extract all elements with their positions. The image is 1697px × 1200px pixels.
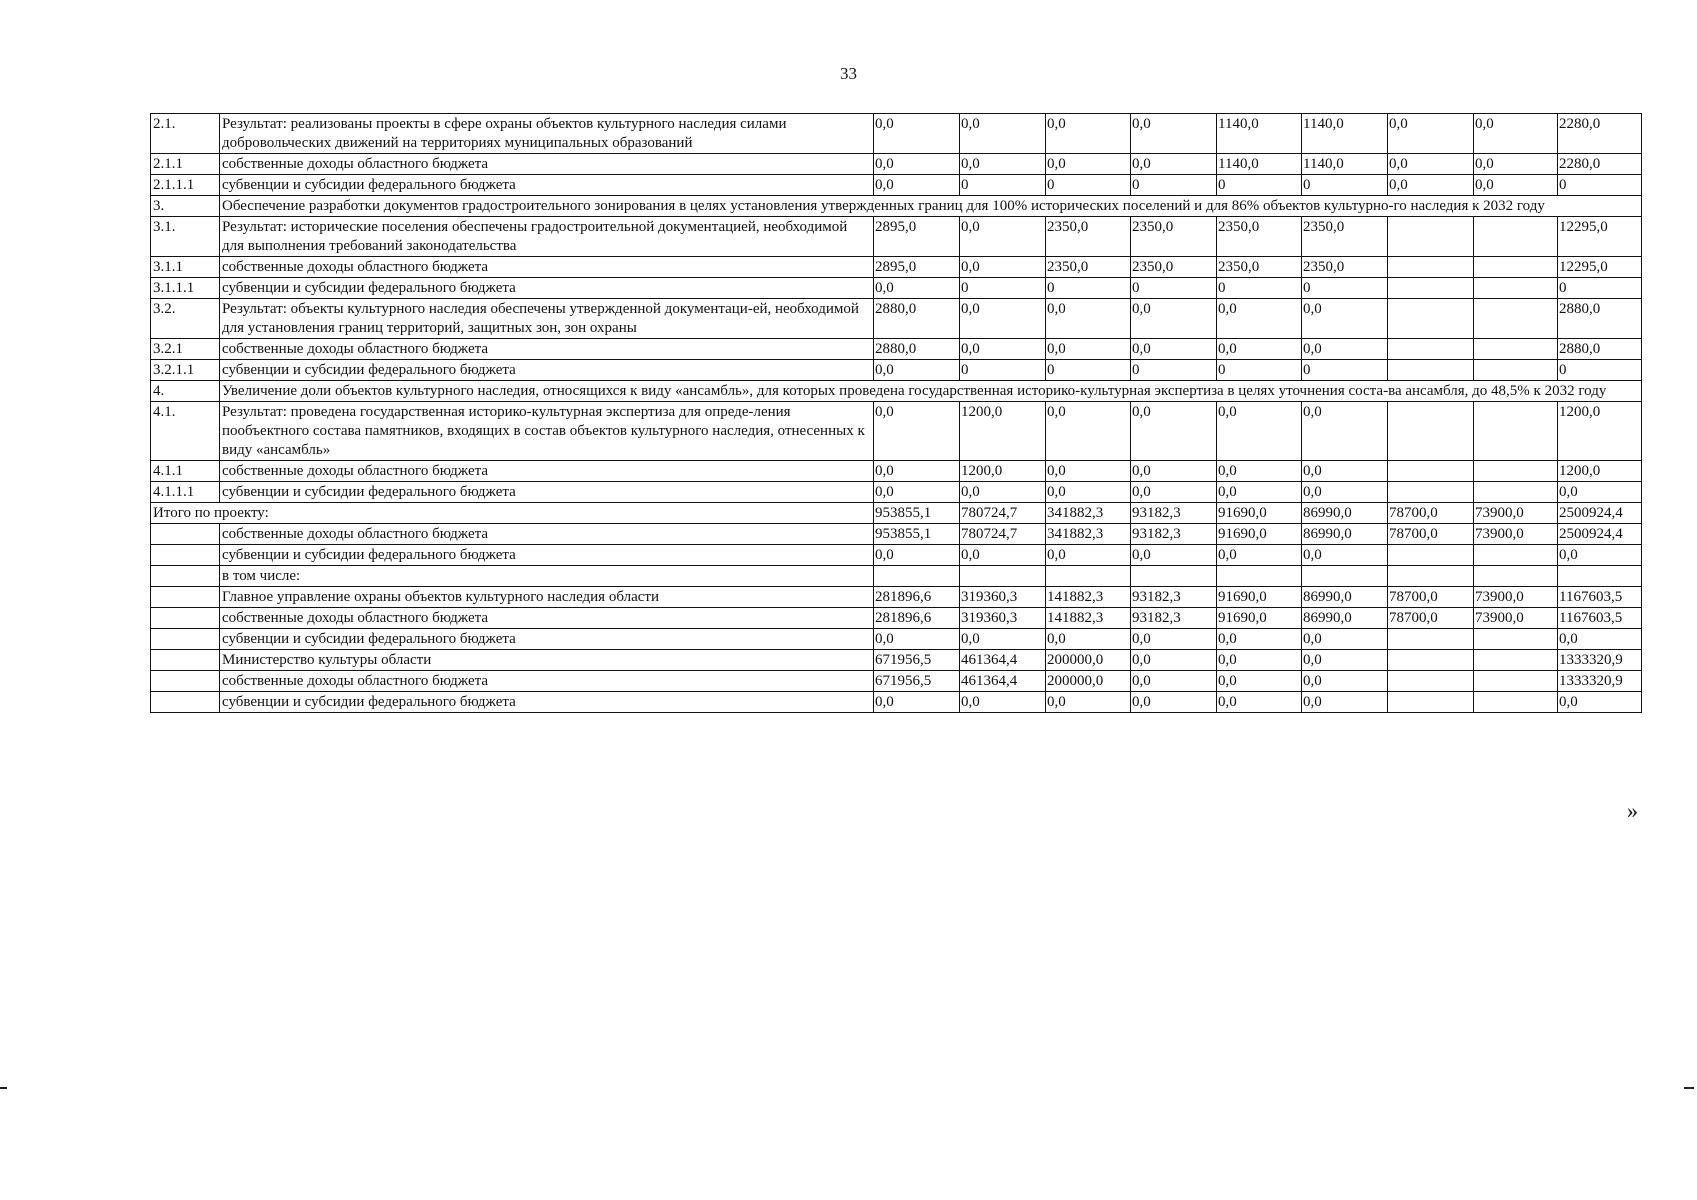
value-cell (1474, 402, 1558, 461)
value-cell: 0,0 (1046, 299, 1131, 339)
row-description-cell: субвенции и субсидии федерального бюджета (220, 482, 874, 503)
value-cell (1474, 461, 1558, 482)
table-row (151, 402, 1642, 461)
value-cell: 2880,0 (1558, 339, 1642, 360)
value-cell: 0,0 (1558, 545, 1642, 566)
value-cell: 0,0 (874, 461, 960, 482)
value-cell (1388, 257, 1474, 278)
value-cell: 671956,5 (874, 650, 960, 671)
value-cell (1474, 545, 1558, 566)
value-cell: 0,0 (1131, 650, 1217, 671)
value-cell: 0,0 (1131, 482, 1217, 503)
value-cell: 2350,0 (1131, 257, 1217, 278)
budget-table (150, 113, 1642, 713)
value-cell: 0 (1302, 278, 1388, 299)
value-cell: 73900,0 (1474, 587, 1558, 608)
value-cell: 0,0 (1131, 461, 1217, 482)
value-cell (1388, 217, 1474, 257)
value-cell: 2895,0 (874, 257, 960, 278)
value-cell (1474, 650, 1558, 671)
value-cell: 0,0 (1558, 629, 1642, 650)
value-cell: 0,0 (1302, 629, 1388, 650)
section-description-cell: Обеспечение разработки документов градостроительного зонирования в целях установления утвержденных границ для 100% исторических поселений и для 86% объектов культурно-го наследия к 2032 году (220, 196, 1642, 217)
value-cell: 2350,0 (1046, 217, 1131, 257)
total-label-cell: Итого по проекту: (151, 503, 874, 524)
table-row (151, 545, 1642, 566)
value-cell: 200000,0 (1046, 671, 1131, 692)
value-cell: 0,0 (1388, 175, 1474, 196)
row-description-cell: субвенции и субсидии федерального бюджета (220, 629, 874, 650)
value-cell: 0,0 (1131, 692, 1217, 713)
value-cell: 0,0 (1217, 402, 1302, 461)
value-cell: 0,0 (874, 114, 960, 154)
value-cell (1388, 299, 1474, 339)
value-cell: 2350,0 (1302, 217, 1388, 257)
value-cell: 2350,0 (1046, 257, 1131, 278)
table-row (151, 629, 1642, 650)
table-row (151, 154, 1642, 175)
value-cell: 93182,3 (1131, 503, 1217, 524)
value-cell: 953855,1 (874, 524, 960, 545)
value-cell: 281896,6 (874, 587, 960, 608)
page-number: 33 (840, 64, 857, 83)
table-row (151, 482, 1642, 503)
value-cell (1388, 482, 1474, 503)
value-cell: 0 (1131, 175, 1217, 196)
value-cell: 78700,0 (1388, 503, 1474, 524)
row-description-cell: Результат: реализованы проекты в сфере охраны объектов культурного наследия силами добровольческих движений на территориях муниципальных образований (220, 114, 874, 154)
value-cell: 1200,0 (1558, 461, 1642, 482)
value-cell: 91690,0 (1217, 524, 1302, 545)
table-row (151, 278, 1642, 299)
value-cell (1388, 671, 1474, 692)
value-cell: 0,0 (1131, 154, 1217, 175)
value-cell: 0,0 (1217, 461, 1302, 482)
table-row (151, 360, 1642, 381)
value-cell: 2880,0 (874, 299, 960, 339)
value-cell: 0,0 (1046, 114, 1131, 154)
table-row (151, 671, 1642, 692)
value-cell (1131, 566, 1217, 587)
section-row (151, 381, 1642, 402)
value-cell: 0,0 (1217, 482, 1302, 503)
value-cell: 2350,0 (1302, 257, 1388, 278)
value-cell (1474, 629, 1558, 650)
value-cell: 0,0 (874, 482, 960, 503)
row-id-cell: 4.1.1 (151, 461, 220, 482)
value-cell: 953855,1 (874, 503, 960, 524)
value-cell: 0,0 (874, 278, 960, 299)
value-cell: 1140,0 (1302, 154, 1388, 175)
value-cell: 0,0 (874, 175, 960, 196)
row-description-cell: субвенции и субсидии федерального бюджета (220, 545, 874, 566)
value-cell: 2280,0 (1558, 114, 1642, 154)
value-cell: 0,0 (874, 402, 960, 461)
value-cell: 0,0 (1302, 339, 1388, 360)
value-cell (1388, 402, 1474, 461)
value-cell: 1140,0 (1217, 154, 1302, 175)
value-cell: 0,0 (960, 339, 1046, 360)
value-cell: 1140,0 (1217, 114, 1302, 154)
value-cell: 1333320,9 (1558, 671, 1642, 692)
value-cell: 0 (1558, 360, 1642, 381)
value-cell (1388, 545, 1474, 566)
table-row (151, 608, 1642, 629)
row-description-cell: субвенции и субсидии федерального бюджета (220, 278, 874, 299)
value-cell: 0,0 (1474, 154, 1558, 175)
value-cell: 1200,0 (1558, 402, 1642, 461)
row-id-cell: 3.1.1 (151, 257, 220, 278)
value-cell: 0,0 (1217, 545, 1302, 566)
value-cell (1388, 629, 1474, 650)
value-cell (1388, 692, 1474, 713)
value-cell: 73900,0 (1474, 503, 1558, 524)
value-cell (1388, 339, 1474, 360)
value-cell: 0,0 (960, 629, 1046, 650)
value-cell: 0,0 (960, 257, 1046, 278)
value-cell: 780724,7 (960, 503, 1046, 524)
value-cell: 2895,0 (874, 217, 960, 257)
row-id-cell (151, 524, 220, 545)
row-description-cell: субвенции и субсидии федерального бюджета (220, 692, 874, 713)
row-description-cell: Главное управление охраны объектов культурного наследия области (220, 587, 874, 608)
value-cell (1388, 360, 1474, 381)
total-row (151, 503, 1642, 524)
value-cell: 0,0 (874, 154, 960, 175)
value-cell: 0 (1046, 360, 1131, 381)
table-body (151, 114, 1642, 713)
value-cell: 0,0 (1131, 671, 1217, 692)
value-cell: 0,0 (1046, 339, 1131, 360)
row-id-cell: 4.1.1.1 (151, 482, 220, 503)
value-cell (1474, 692, 1558, 713)
value-cell: 0,0 (1302, 461, 1388, 482)
value-cell: 0,0 (960, 692, 1046, 713)
value-cell: 0,0 (1217, 339, 1302, 360)
value-cell (1474, 278, 1558, 299)
value-cell: 0,0 (1217, 629, 1302, 650)
row-id-cell: 2.1.1 (151, 154, 220, 175)
table-row (151, 461, 1642, 482)
row-description-cell: в том числе: (220, 566, 874, 587)
value-cell: 0,0 (1046, 629, 1131, 650)
row-description-cell: собственные доходы областного бюджета (220, 461, 874, 482)
value-cell: 319360,3 (960, 608, 1046, 629)
value-cell: 0,0 (874, 545, 960, 566)
value-cell: 0,0 (1046, 692, 1131, 713)
row-description-cell: Министерство культуры области (220, 650, 874, 671)
value-cell: 0 (1131, 278, 1217, 299)
value-cell (874, 566, 960, 587)
value-cell: 0,0 (1302, 671, 1388, 692)
row-id-cell: 2.1.1.1 (151, 175, 220, 196)
value-cell: 319360,3 (960, 587, 1046, 608)
row-description-cell: Результат: исторические поселения обеспечены градостроительной документацией, необходимой для выполнения требований законодательства (220, 217, 874, 257)
value-cell: 2350,0 (1217, 257, 1302, 278)
value-cell: 0,0 (874, 629, 960, 650)
value-cell: 1167603,5 (1558, 587, 1642, 608)
row-description-cell: Результат: объекты культурного наследия обеспечены утвержденной документаци-ей, необходимой для установления границ территорий, защитных зон, зон охраны (220, 299, 874, 339)
value-cell: 73900,0 (1474, 524, 1558, 545)
row-description-cell: собственные доходы областного бюджета (220, 154, 874, 175)
row-id-cell (151, 608, 220, 629)
table-row (151, 114, 1642, 154)
value-cell: 0,0 (1046, 482, 1131, 503)
value-cell: 91690,0 (1217, 608, 1302, 629)
table-row (151, 692, 1642, 713)
value-cell: 0,0 (1302, 692, 1388, 713)
value-cell: 0,0 (1131, 299, 1217, 339)
value-cell: 0 (960, 175, 1046, 196)
row-id-cell (151, 545, 220, 566)
value-cell: 0,0 (1046, 154, 1131, 175)
value-cell: 86990,0 (1302, 587, 1388, 608)
value-cell: 0 (1217, 175, 1302, 196)
value-cell: 0 (1302, 360, 1388, 381)
value-cell: 86990,0 (1302, 608, 1388, 629)
value-cell: 0 (1302, 175, 1388, 196)
value-cell: 0 (1046, 175, 1131, 196)
row-description-cell: собственные доходы областного бюджета (220, 339, 874, 360)
row-id-cell (151, 587, 220, 608)
value-cell: 12295,0 (1558, 217, 1642, 257)
table-row (151, 339, 1642, 360)
table-row (151, 217, 1642, 257)
value-cell: 93182,3 (1131, 587, 1217, 608)
table-row (151, 524, 1642, 545)
row-id-cell: 3.2.1.1 (151, 360, 220, 381)
table-row (151, 566, 1642, 587)
value-cell: 2350,0 (1131, 217, 1217, 257)
value-cell: 2500924,4 (1558, 524, 1642, 545)
value-cell: 78700,0 (1388, 524, 1474, 545)
section-row (151, 196, 1642, 217)
row-description-cell: Результат: проведена государственная историко-культурная экспертиза для опреде-ления пообъектного состава памятников, входящих в состав объектов культурного наследия, отнесенных к виду «ансамбль» (220, 402, 874, 461)
value-cell: 93182,3 (1131, 608, 1217, 629)
value-cell: 0,0 (1046, 545, 1131, 566)
value-cell: 91690,0 (1217, 503, 1302, 524)
value-cell: 780724,7 (960, 524, 1046, 545)
value-cell (1474, 671, 1558, 692)
value-cell: 0,0 (1131, 545, 1217, 566)
value-cell: 2880,0 (874, 339, 960, 360)
value-cell: 341882,3 (1046, 503, 1131, 524)
row-description-cell: собственные доходы областного бюджета (220, 608, 874, 629)
value-cell: 78700,0 (1388, 587, 1474, 608)
row-description-cell: субвенции и субсидии федерального бюджета (220, 175, 874, 196)
value-cell: 0,0 (1558, 692, 1642, 713)
value-cell: 0,0 (1131, 114, 1217, 154)
row-id-cell (151, 629, 220, 650)
value-cell (960, 566, 1046, 587)
value-cell: 281896,6 (874, 608, 960, 629)
value-cell: 0,0 (874, 360, 960, 381)
closing-quote-mark: » (1627, 798, 1638, 823)
value-cell: 0,0 (960, 114, 1046, 154)
row-id-cell: 2.1. (151, 114, 220, 154)
value-cell (1474, 360, 1558, 381)
value-cell (1474, 482, 1558, 503)
value-cell: 73900,0 (1474, 608, 1558, 629)
value-cell: 91690,0 (1217, 587, 1302, 608)
value-cell: 0,0 (1131, 339, 1217, 360)
row-id-cell: 3.2. (151, 299, 220, 339)
value-cell: 0,0 (1388, 114, 1474, 154)
value-cell: 341882,3 (1046, 524, 1131, 545)
value-cell: 461364,4 (960, 671, 1046, 692)
value-cell: 2880,0 (1558, 299, 1642, 339)
value-cell: 0 (960, 278, 1046, 299)
value-cell: 1140,0 (1302, 114, 1388, 154)
value-cell: 86990,0 (1302, 524, 1388, 545)
value-cell: 0 (1217, 278, 1302, 299)
row-id-cell: 3. (151, 196, 220, 217)
value-cell (1474, 339, 1558, 360)
value-cell: 0,0 (1558, 482, 1642, 503)
value-cell: 0 (1217, 360, 1302, 381)
value-cell: 0,0 (1474, 175, 1558, 196)
row-id-cell (151, 692, 220, 713)
value-cell: 200000,0 (1046, 650, 1131, 671)
value-cell: 0,0 (1217, 692, 1302, 713)
value-cell: 141882,3 (1046, 587, 1131, 608)
value-cell: 78700,0 (1388, 608, 1474, 629)
value-cell: 0,0 (874, 692, 960, 713)
value-cell (1046, 566, 1131, 587)
table-row (151, 299, 1642, 339)
value-cell: 0 (960, 360, 1046, 381)
value-cell: 0,0 (1302, 545, 1388, 566)
row-id-cell: 4. (151, 381, 220, 402)
value-cell: 461364,4 (960, 650, 1046, 671)
value-cell: 0,0 (1217, 299, 1302, 339)
value-cell: 12295,0 (1558, 257, 1642, 278)
value-cell: 671956,5 (874, 671, 960, 692)
row-id-cell: 3.1. (151, 217, 220, 257)
value-cell (1474, 299, 1558, 339)
row-description-cell: собственные доходы областного бюджета (220, 524, 874, 545)
value-cell: 93182,3 (1131, 524, 1217, 545)
value-cell: 0,0 (1046, 402, 1131, 461)
value-cell: 2350,0 (1217, 217, 1302, 257)
value-cell: 86990,0 (1302, 503, 1388, 524)
value-cell: 0 (1558, 175, 1642, 196)
row-description-cell: собственные доходы областного бюджета (220, 257, 874, 278)
value-cell: 0,0 (1302, 299, 1388, 339)
value-cell: 0,0 (1217, 671, 1302, 692)
value-cell: 0,0 (1131, 402, 1217, 461)
value-cell: 0,0 (1302, 402, 1388, 461)
row-id-cell: 3.1.1.1 (151, 278, 220, 299)
value-cell (1302, 566, 1388, 587)
row-id-cell (151, 671, 220, 692)
row-id-cell: 4.1. (151, 402, 220, 461)
value-cell: 1200,0 (960, 461, 1046, 482)
table-row (151, 175, 1642, 196)
value-cell (1388, 650, 1474, 671)
value-cell: 0,0 (960, 482, 1046, 503)
table-row (151, 587, 1642, 608)
value-cell: 0,0 (1217, 650, 1302, 671)
value-cell: 1167603,5 (1558, 608, 1642, 629)
section-description-cell: Увеличение доли объектов культурного наследия, относящихся к виду «ансамбль», для которых проведена государственная историко-культурная экспертиза в целях уточнения соста-ва ансамбля, до 48,5% к 2032 году (220, 381, 1642, 402)
table-row (151, 257, 1642, 278)
right-edge-mark (1684, 1087, 1694, 1089)
row-id-cell: 3.2.1 (151, 339, 220, 360)
value-cell: 0,0 (1131, 629, 1217, 650)
value-cell: 0,0 (1046, 461, 1131, 482)
row-id-cell (151, 566, 220, 587)
value-cell (1217, 566, 1302, 587)
left-edge-mark (0, 1087, 7, 1089)
value-cell: 2500924,4 (1558, 503, 1642, 524)
value-cell: 0,0 (960, 217, 1046, 257)
value-cell: 0,0 (1388, 154, 1474, 175)
value-cell (1474, 566, 1558, 587)
value-cell: 0,0 (960, 154, 1046, 175)
row-description-cell: субвенции и субсидии федерального бюджета (220, 360, 874, 381)
value-cell (1474, 217, 1558, 257)
value-cell: 141882,3 (1046, 608, 1131, 629)
value-cell: 1200,0 (960, 402, 1046, 461)
value-cell: 0,0 (960, 299, 1046, 339)
table-row (151, 650, 1642, 671)
row-description-cell: собственные доходы областного бюджета (220, 671, 874, 692)
value-cell (1388, 278, 1474, 299)
value-cell: 0,0 (1302, 650, 1388, 671)
value-cell (1474, 257, 1558, 278)
value-cell: 0 (1046, 278, 1131, 299)
value-cell: 0,0 (1302, 482, 1388, 503)
value-cell (1388, 461, 1474, 482)
value-cell: 0 (1131, 360, 1217, 381)
row-id-cell (151, 650, 220, 671)
value-cell: 0,0 (960, 545, 1046, 566)
value-cell (1388, 566, 1474, 587)
value-cell: 0 (1558, 278, 1642, 299)
value-cell: 2280,0 (1558, 154, 1642, 175)
value-cell: 0,0 (1474, 114, 1558, 154)
value-cell: 1333320,9 (1558, 650, 1642, 671)
value-cell (1558, 566, 1642, 587)
